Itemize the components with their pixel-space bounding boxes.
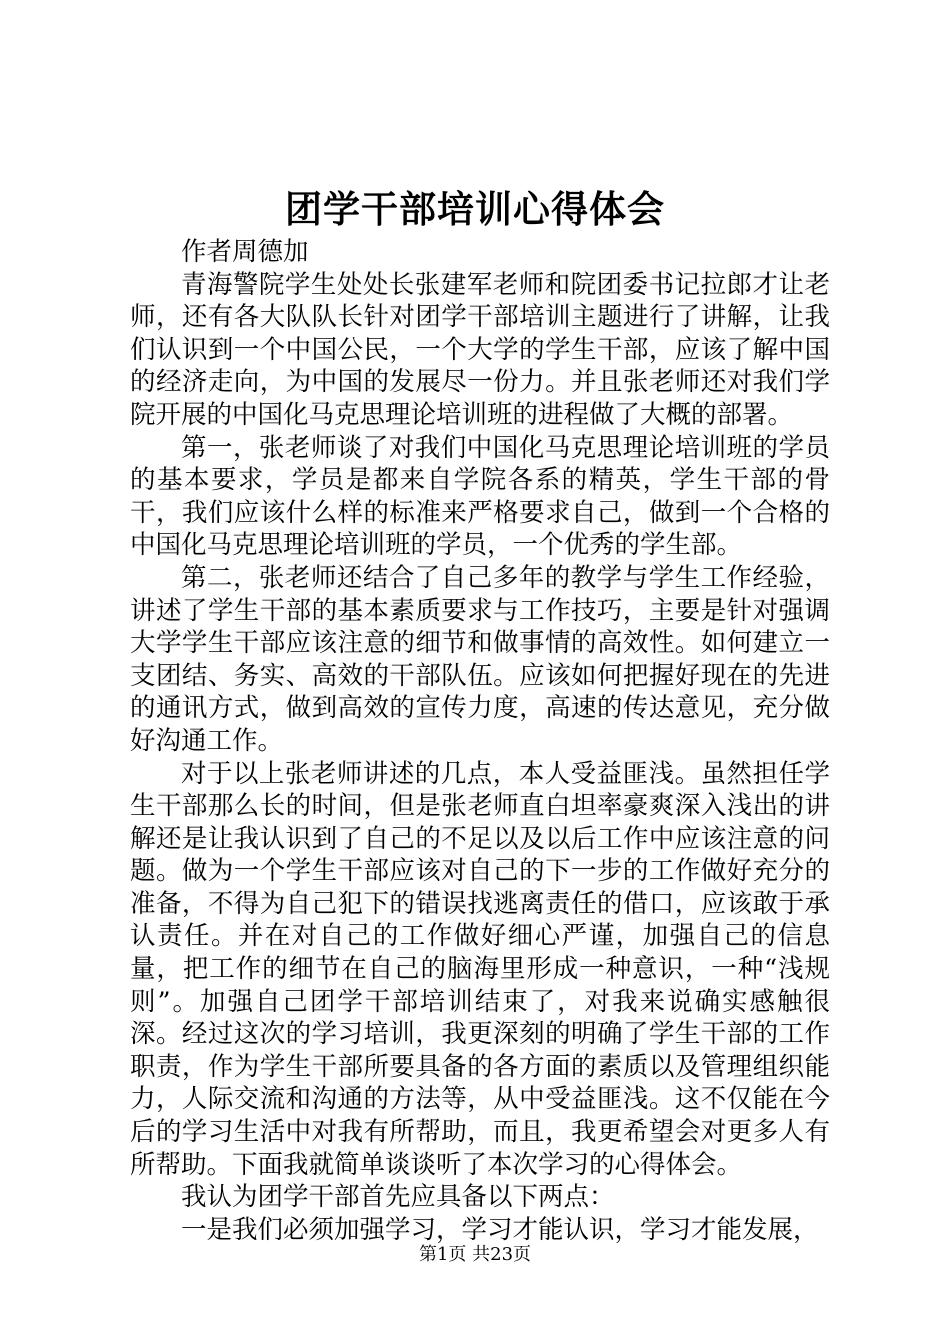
page-footer: 第1页 共23页 (418, 1244, 532, 1265)
paragraph: 对于以上张老师讲述的几点，本人受益匪浅。虽然担任学生干部那么长的时间，但是张老师直白坦率豪爽深入浅出的讲解还是让我认识到了自己的不足以及以后工作中应该注意的问题。做为一个学生干部应该对自己的下一步的工作做好充分的准备，不得为自己犯下的错误找逃离责任的借口，应该敢于承认责任。并在对自己的工作做好细心严谨，加强自己的信息量，把工作的细节在自己的脑海里形成一种意识，一种“浅规则”。加强自己团学干部培训结束了，对我来说确实感触很深。经过这次的学习培训，我更深刻的明确了学生干部的工作职责，作为学生干部所要具备的各方面的素质以及管理组织能力，人际交流和沟通的方法等，从中受益匪浅。这不仅能在今后的学习生活中对我有所帮助，而且，我更希望会对更多人有所帮助。下面我就简单谈谈听了本次学习的心得体会。 (130, 758, 830, 1180)
paragraph: 我认为团学干部首先应具备以下两点： (181, 1182, 615, 1213)
paragraph: 一是我们必须加强学习，学习才能认识，学习才能发展， (181, 1214, 819, 1245)
document-title: 团学干部培训心得体会 (285, 187, 665, 231)
document-body (130, 236, 830, 1246)
author-line: 作者周德加 (181, 237, 309, 267)
paragraph: 青海警院学生处处长张建军老师和院团委书记拉郎才让老师，还有各大队队长针对团学干部培训主题进行了讲解，让我们认识到一个中国公民，一个大学的学生干部，应该了解中国的经济走向，为中国的发展尽一份力。并且张老师还对我们学院开展的中国化马克思理论培训班的进程做了大概的部署。 (130, 269, 830, 430)
paragraph: 第二，张老师还结合了自己多年的教学与学生工作经验，讲述了学生干部的基本素质要求与工作技巧，主要是针对强调大学学生干部应该注意的细节和做事情的高效性。如何建立一支团结、务实、高效的干部队伍。应该如何把握好现在的先进的通讯方式，做到高效的宣传力度，高速的传达意见，充分做好沟通工作。 (130, 562, 830, 756)
paragraph: 第一，张老师谈了对我们中国化马克思理论培训班的学员的基本要求，学员是都来自学院各系的精英，学生干部的骨干，我们应该什么样的标准来严格要求自己，做到一个合格的中国化马克思理论培训班的学员，一个优秀的学生部。 (130, 432, 830, 561)
